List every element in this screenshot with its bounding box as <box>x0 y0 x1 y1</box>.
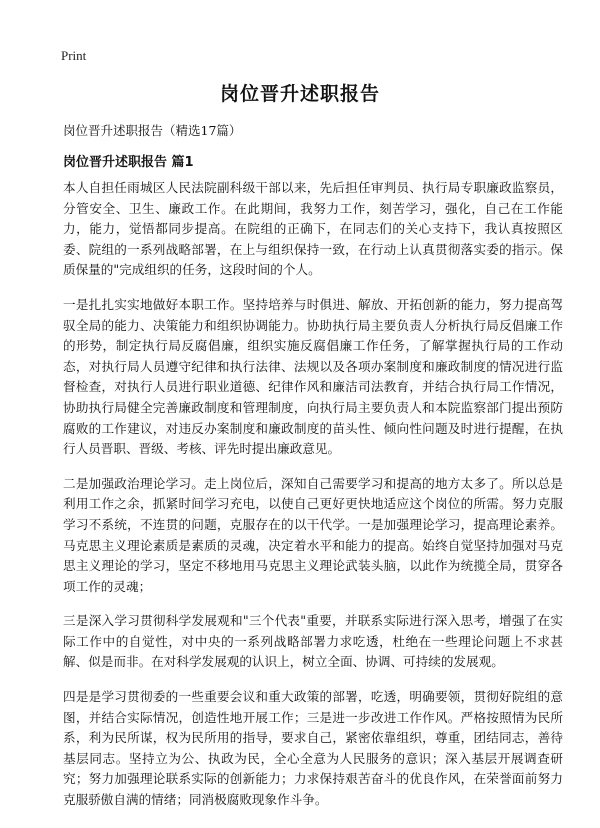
section-heading: 岗位晋升述职报告 篇1 <box>63 155 194 170</box>
paragraph: 本人自担任雨城区人民法院副科级干部以来，先后担任审判员、执行局专职廉政监察员，分管安全、卫生、廉政工作。在此期间，我努力工作，刻苦学习，强化，自己在工作能力，能力，觉悟都同步提高。在院组的正确下，在同志们的关心支持下，我认真按照区委、院组的一系列战略部署，在上与组织保持一致，在行动上认真贯彻落实委的指示。保质保量的"完成组织的任务，这段时间的个人。 <box>63 180 563 278</box>
page-title: 岗位晋升述职报告 <box>219 83 380 105</box>
document-body <box>63 178 563 825</box>
paragraph: 一是扎扎实实地做好本职工作。坚持培养与时俱进、解放、开拓创新的能力，努力提高驾驭全局的能力、决策能力和组织协调能力。协助执行局主要负责人分析执行局反倡廉工作的形势，制定执行局反腐倡廉，组织实施反腐倡廉工作任务，了解掌握执行局的工作动态，对执行局人员遵守纪律和执行法律、法规以及各项办案制度和廉政制度的情况进行监督检查，对执行人员进行职业道德、纪律作风和廉洁司法教育，并结合执行局工作情况，协助执行局健全完善廉政制度和管理制度，向执行局主要负责人和本院监察部门提出预防腐败的工作建议，对违反办案制度和廉政制度的苗头性、倾向性问题及时进行提醒，在执行人员晋职、晋级、考核、评先时提出廉政意见。 <box>63 296 563 457</box>
paragraph: 四是是学习贯彻委的一些重要会议和重大政策的部署，吃透，明确要领，贯彻好院组的意图，并结合实际情况，创造性地开展工作；三是进一步改进工作作风。严格按照情为民所系，利为民所谋，权为民所用的指导，要求自己，紧密依靠组织，尊重，团结同志，善待基层同志。坚持立为公、执政为民，全心全意为人民服务的意识；深入基层开展调查研究；努力加强理论联系实际的创新能力；力求保持艰苦奋斗的优良作风，在荣誉面前努力克服骄傲自满的情绪；同消极腐败现象作斗争。 <box>63 689 563 808</box>
document-subtitle: 岗位晋升述职报告（精选17篇） <box>63 123 242 138</box>
paragraph: 二是加强政治理论学习。走上岗位后，深知自己需要学习和提高的地方太多了。所以总是利用工作之余，抓紧时间学习充电，以使自己更好更快地适应这个岗位的所需。努力克服学习不系统，不连贯的问题，克服存在的以干代学。一是加强理论学习，提高理论素养。马克思主义理论素质是素质的灵魂，决定着水平和能力的提高。始终自觉坚持加强对马克思主义理论的学习，坚定不移地用马克思主义理论武装头脑，以此作为统揽全局，贯穿各项工作的灵魂； <box>63 475 563 594</box>
paragraph: 三是深入学习贯彻科学发展观和"三个代表"重要，并联系实际进行深入思考，增强了在实际工作中的自觉性，对中央的一系列战略部署力求吃透，杜绝在一些理论问题上不求甚解、似是而非。在对科学发展观的认识上，树立全面、协调、可持续的发展观。 <box>63 613 563 670</box>
print-link[interactable]: Print <box>61 48 87 63</box>
